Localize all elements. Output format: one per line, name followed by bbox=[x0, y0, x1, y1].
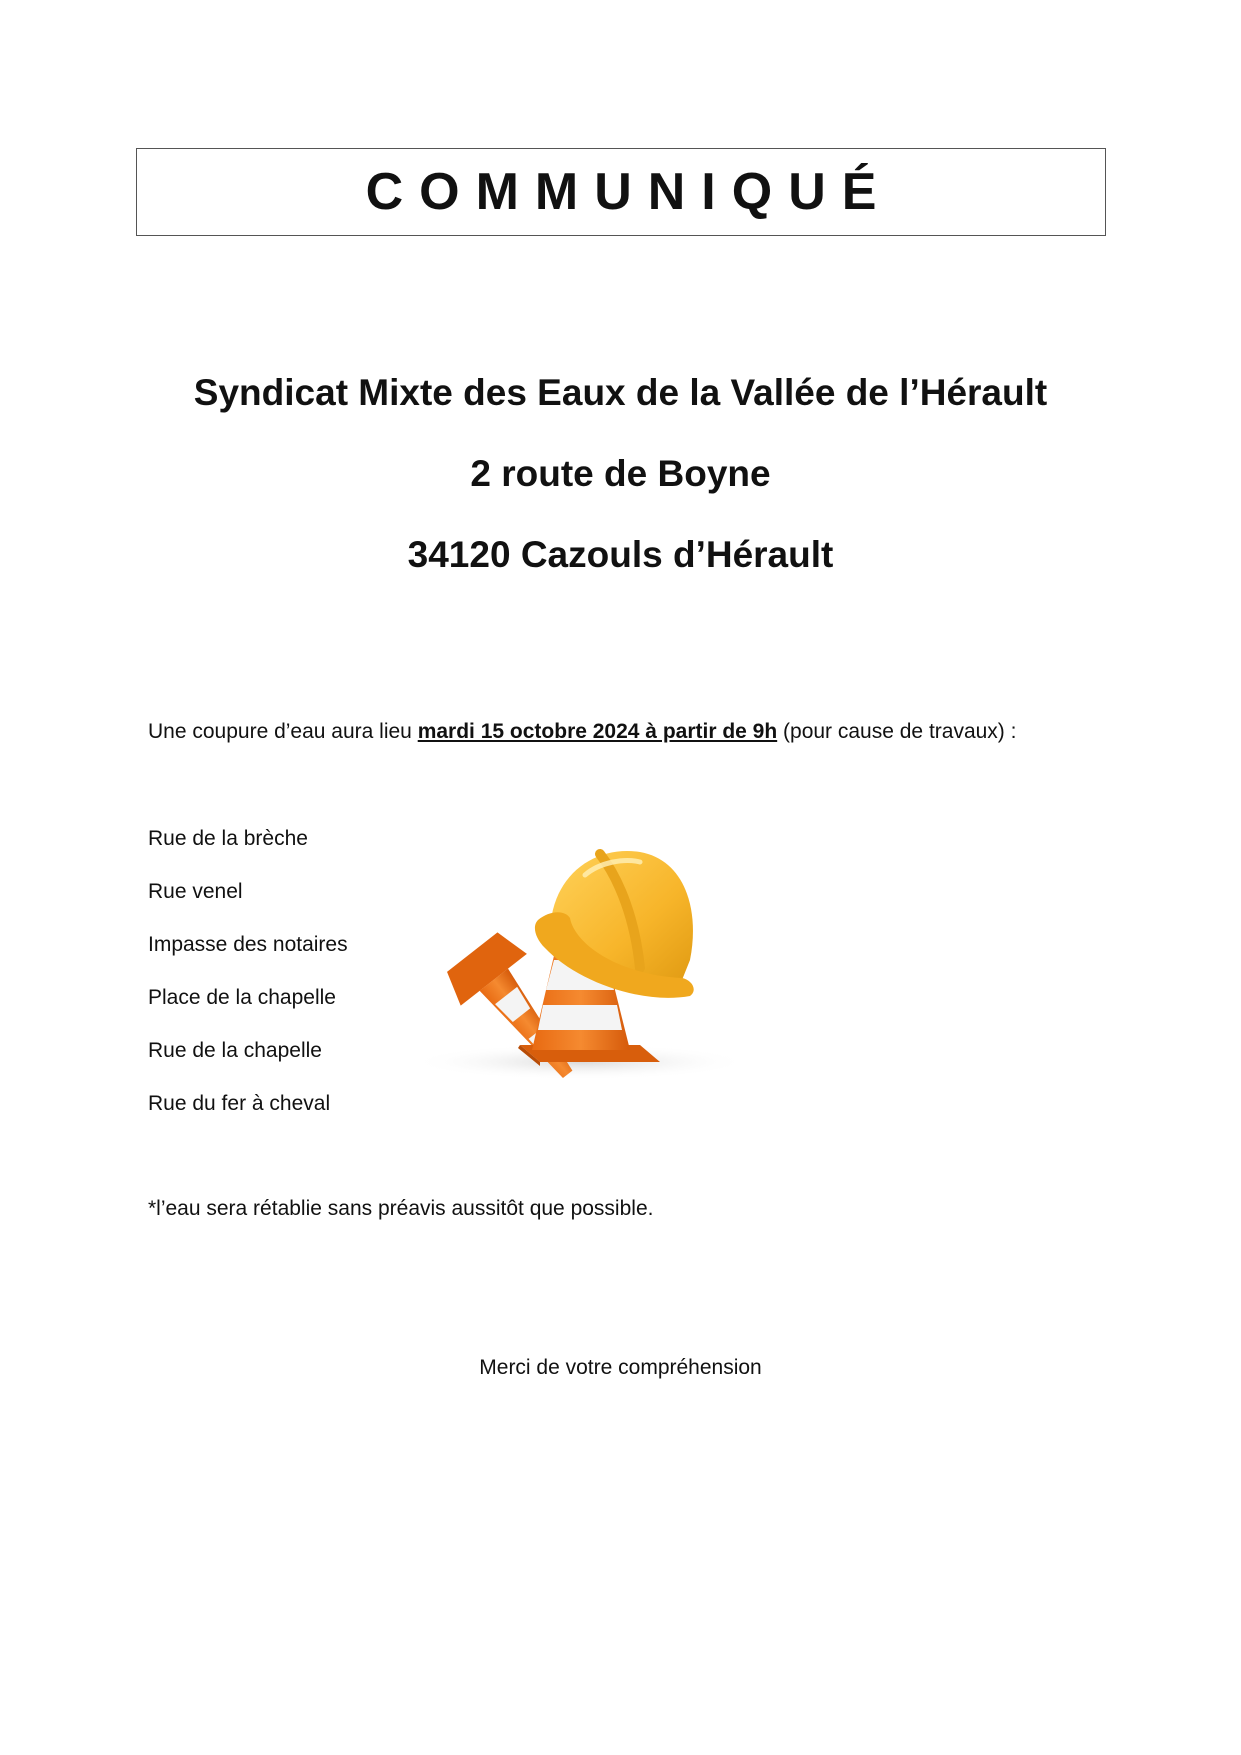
notice-prefix: Une coupure d’eau aura lieu bbox=[148, 720, 418, 743]
traffic-cones-and-hard-hat-icon bbox=[400, 840, 760, 1090]
organization-city: 34120 Cazouls d’Hérault bbox=[407, 534, 834, 575]
street-item: Rue venel bbox=[148, 880, 243, 903]
organization-name: Syndicat Mixte des Eaux de la Vallée de l’Hérault bbox=[193, 372, 1048, 413]
page-title: COMMUNIQUÉ bbox=[365, 163, 893, 221]
footnote: *l’eau sera rétablie sans préavis aussitôt que possible. bbox=[148, 1197, 654, 1220]
street-item: Place de la chapelle bbox=[148, 986, 336, 1009]
notice-suffix: (pour cause de travaux) : bbox=[777, 720, 1017, 743]
affected-streets-list bbox=[148, 826, 348, 1144]
title-box bbox=[136, 148, 1106, 236]
notice-date: mardi 15 octobre 2024 à partir de 9h bbox=[417, 720, 778, 743]
organization-street: 2 route de Boyne bbox=[470, 453, 771, 494]
closing-message: Merci de votre compréhension bbox=[479, 1356, 762, 1379]
street-item: Impasse des notaires bbox=[148, 933, 348, 956]
outage-notice bbox=[148, 720, 1016, 744]
street-item: Rue de la chapelle bbox=[148, 1039, 322, 1062]
street-item: Rue du fer à cheval bbox=[148, 1092, 331, 1115]
street-item: Rue de la brèche bbox=[148, 827, 308, 850]
